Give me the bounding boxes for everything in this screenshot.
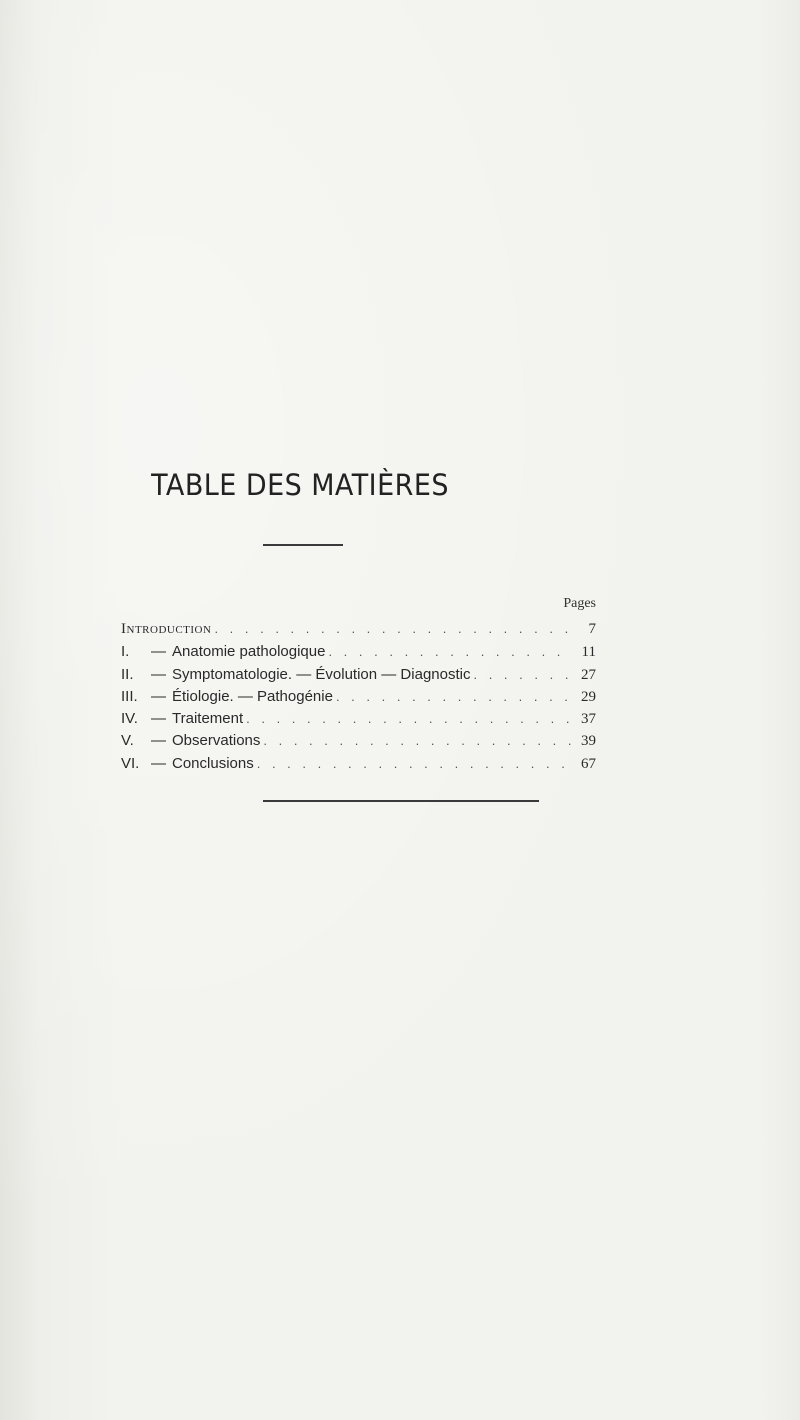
dot-leader — [214, 621, 571, 636]
pages-column-header: Pages — [563, 596, 596, 611]
toc-entry-label: Anatomie pathologique — [172, 643, 326, 661]
toc-entry-dash: — — [151, 643, 166, 661]
toc-entry-dash: — — [151, 754, 166, 772]
toc-entry-etiologie — [121, 688, 596, 710]
toc-entry-page: 37 — [581, 711, 596, 728]
dot-leader — [328, 644, 571, 659]
toc-entry-page: 27 — [581, 666, 596, 683]
dot-leader — [336, 689, 571, 704]
dot-leader — [263, 733, 571, 748]
toc-entry-page: 39 — [581, 733, 596, 750]
toc-entry-page: 7 — [588, 621, 596, 637]
toc-entry-observations — [121, 732, 596, 754]
toc-entry-label: Symptomatologie. — Évolution — Diagnostic — [172, 665, 471, 683]
toc-entry-number: II. — [121, 665, 134, 683]
toc-entry-number: V. — [121, 732, 134, 750]
toc-entry-dash: — — [151, 732, 166, 750]
toc-entry-label: Introduction — [121, 621, 212, 637]
toc-entry-page: 11 — [581, 644, 596, 661]
toc-entry-label: Étiologie. — Pathogénie — [172, 687, 333, 705]
toc-entry-label: Conclusions — [172, 754, 254, 772]
title-divider — [263, 544, 343, 546]
toc-entry-dash: — — [151, 710, 166, 728]
toc-entry-page: 67 — [581, 755, 596, 772]
toc-entry-introduction — [121, 621, 596, 643]
dot-leader — [473, 667, 571, 682]
toc-entry-number: III. — [121, 687, 138, 705]
toc-entry-conclusions — [121, 755, 596, 777]
dot-leader — [246, 711, 571, 726]
toc-entry-page: 29 — [581, 688, 596, 705]
dot-leader — [257, 756, 571, 771]
toc-entry-label: Observations — [172, 732, 261, 750]
toc-entry-dash: — — [151, 665, 166, 683]
toc-entry-number: VI. — [121, 754, 140, 772]
toc-entry-traitement — [121, 710, 596, 732]
closing-divider — [263, 800, 539, 802]
toc-entry-symptomatologie — [121, 666, 596, 688]
toc-entry-number: IV. — [121, 710, 138, 728]
toc-entry-dash: — — [151, 687, 166, 705]
toc-entry-number: I. — [121, 643, 130, 661]
toc-entry-label: Traitement — [172, 710, 244, 728]
toc-entry-anatomie — [121, 643, 596, 665]
page-title: TABLE DES MATIÈRES — [151, 468, 449, 502]
table-of-contents — [121, 621, 596, 777]
